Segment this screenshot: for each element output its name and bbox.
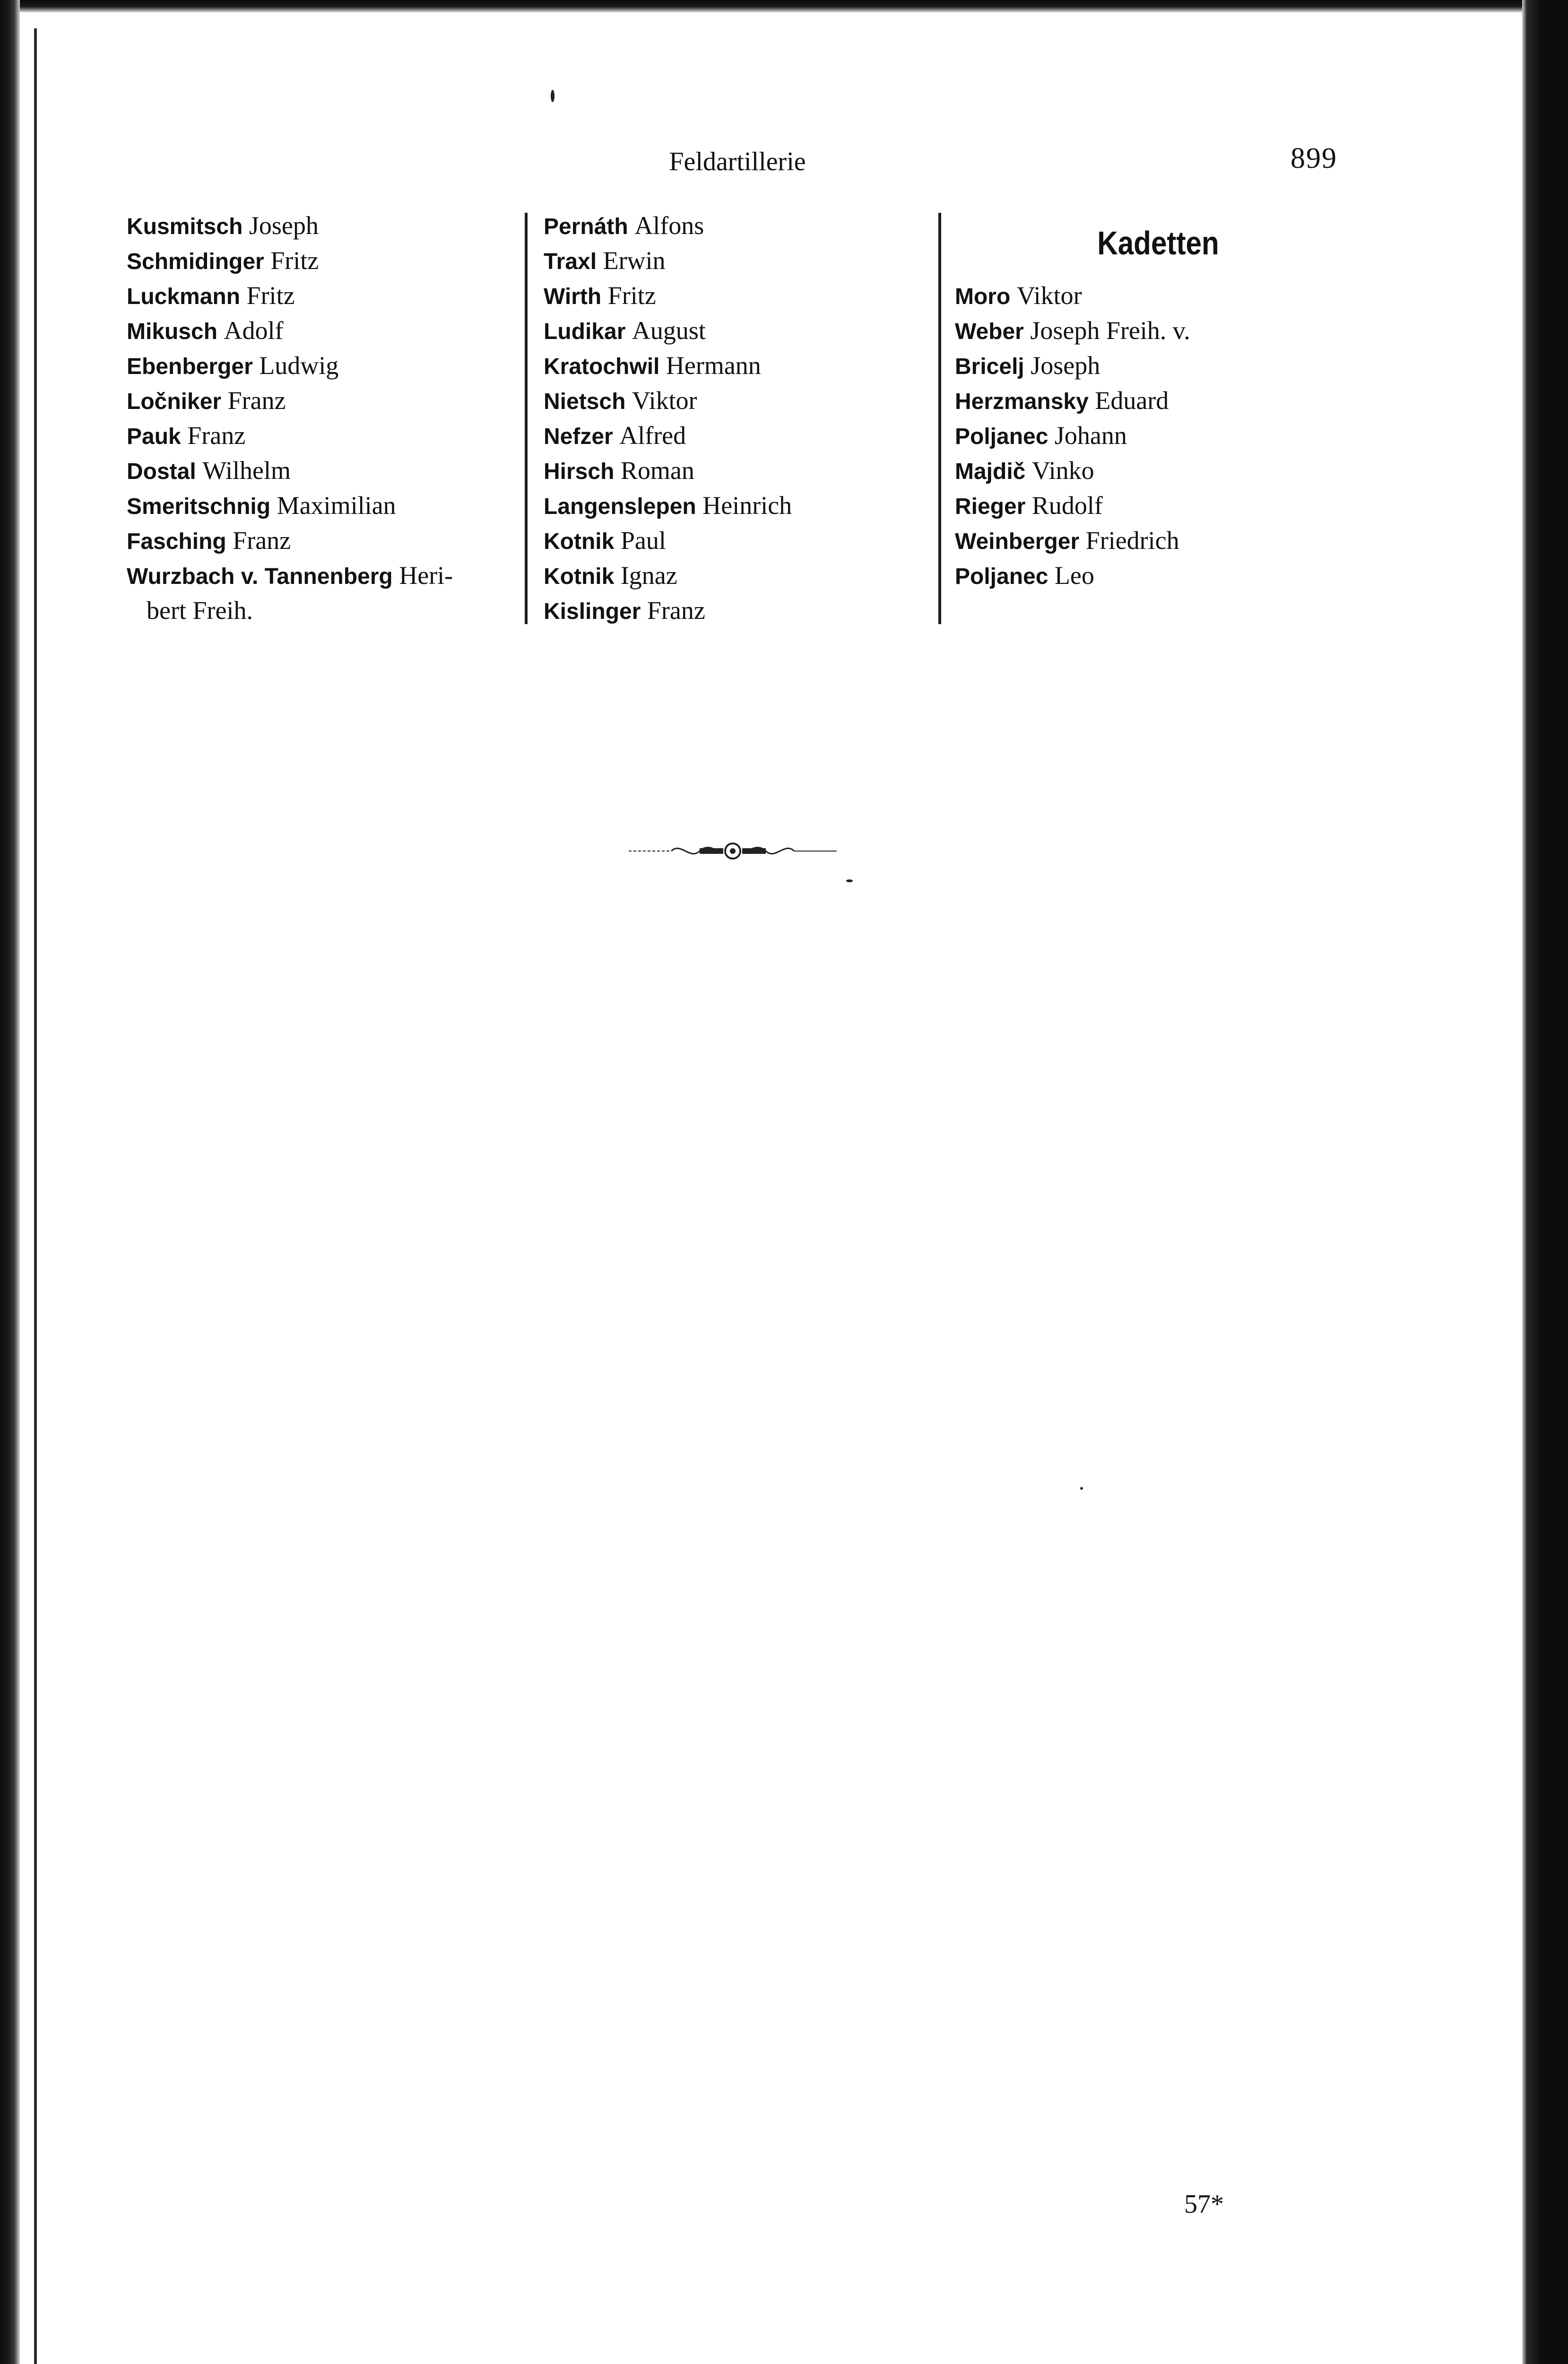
scan-border-left — [0, 0, 20, 2364]
list-entry — [955, 523, 1361, 558]
given-name: Fritz — [246, 281, 295, 310]
given-name: Ludwig — [259, 351, 339, 380]
list-entry — [955, 313, 1361, 348]
given-name: Joseph — [249, 211, 319, 240]
surname: Ludikar — [544, 319, 626, 344]
surname: Mikusch — [127, 319, 218, 344]
scan-border-right — [1522, 0, 1568, 2364]
surname: Langenslepen — [544, 494, 696, 519]
list-entry — [955, 488, 1361, 523]
surname: Smeritschnig — [127, 494, 271, 519]
list-entry — [544, 488, 950, 523]
list-entry — [127, 418, 533, 453]
given-name: Friedrich — [1085, 526, 1179, 555]
surname: Traxl — [544, 249, 597, 274]
list-entry — [127, 383, 533, 418]
surname: Pernáth — [544, 214, 628, 239]
surname: Hirsch — [544, 459, 615, 484]
list-entry — [544, 383, 950, 418]
list-entry — [127, 488, 533, 523]
list-entry — [127, 208, 533, 243]
list-entry — [955, 278, 1361, 313]
list-entry — [127, 348, 533, 383]
list-entry — [544, 278, 950, 313]
surname: Ebenberger — [127, 354, 253, 379]
running-head: Feldartillerie — [669, 147, 806, 176]
surname: Kratochwil — [544, 354, 660, 379]
surname: Majdič — [955, 459, 1026, 484]
list-entry — [955, 418, 1361, 453]
given-name: Franz — [187, 421, 246, 450]
given-name: Ignaz — [620, 561, 677, 590]
scan-speck — [846, 879, 853, 882]
given-name: Vinko — [1031, 456, 1094, 485]
surname: Herzmansky — [955, 389, 1089, 414]
scan-speck — [1080, 1487, 1083, 1490]
list-entry — [544, 523, 950, 558]
entry-continuation: bert Freih. — [147, 596, 253, 625]
surname: Dostal — [127, 459, 196, 484]
given-name: Alfons — [634, 211, 704, 240]
surname: Poljanec — [955, 564, 1048, 589]
surname: Ločniker — [127, 389, 222, 414]
given-name: Viktor — [632, 386, 697, 415]
column-rule — [938, 213, 941, 624]
scan-speck — [551, 90, 554, 102]
name-column-2 — [544, 208, 950, 628]
list-entry — [955, 383, 1361, 418]
given-name: Erwin — [603, 246, 666, 275]
surname: Kusmitsch — [127, 214, 243, 239]
given-name: Joseph Freih. v. — [1030, 316, 1190, 345]
surname: Kotnik — [544, 529, 615, 554]
given-name: Maximilian — [277, 491, 396, 520]
list-entry — [127, 278, 533, 313]
surname: Moro — [955, 284, 1011, 309]
surname: Kislinger — [544, 599, 641, 624]
list-entry — [544, 208, 950, 243]
given-name: Fritz — [270, 246, 319, 275]
list-entry — [127, 453, 533, 488]
signature-mark: 57* — [1184, 2190, 1224, 2219]
list-entry — [544, 558, 950, 593]
name-column-3 — [955, 208, 1361, 593]
given-name: Alfred — [619, 421, 686, 450]
surname: Nefzer — [544, 424, 613, 449]
surname: Nietsch — [544, 389, 626, 414]
given-name: Roman — [620, 456, 694, 485]
given-name: Johann — [1054, 421, 1127, 450]
surname: Schmidinger — [127, 249, 264, 274]
list-entry — [544, 593, 950, 628]
list-entry — [127, 243, 533, 278]
surname: Wurzbach v. Tannenberg — [127, 564, 393, 589]
given-name: Eduard — [1095, 386, 1169, 415]
given-name: Rudolf — [1031, 491, 1103, 520]
surname: Bricelj — [955, 354, 1024, 379]
list-entry — [127, 523, 533, 558]
list-entry — [544, 243, 950, 278]
page-number: 899 — [1291, 142, 1337, 174]
scan-border-top — [0, 0, 1568, 12]
given-name: Paul — [620, 526, 666, 555]
given-name: Hermann — [666, 351, 761, 380]
list-entry — [544, 418, 950, 453]
surname: Kotnik — [544, 564, 615, 589]
given-name: Fritz — [607, 281, 656, 310]
list-entry — [127, 313, 533, 348]
list-entry — [955, 348, 1361, 383]
given-name: Heri- — [399, 561, 453, 590]
given-name: Wilhelm — [202, 456, 291, 485]
given-name: Adolf — [224, 316, 284, 345]
given-name: Franz — [233, 526, 291, 555]
list-entry — [955, 453, 1361, 488]
given-name: Franz — [647, 596, 705, 625]
given-name: Leo — [1054, 561, 1094, 590]
surname: Weinberger — [955, 529, 1080, 554]
surname: Fasching — [127, 529, 226, 554]
list-entry — [544, 453, 950, 488]
given-name: Joseph — [1031, 351, 1100, 380]
given-name: Franz — [227, 386, 286, 415]
given-name: August — [632, 316, 706, 345]
page-edge-line — [34, 28, 37, 2364]
given-name: Heinrich — [702, 491, 792, 520]
list-entry — [127, 558, 533, 593]
list-entry — [955, 558, 1361, 593]
surname: Wirth — [544, 284, 602, 309]
column-rule — [525, 213, 528, 624]
given-name: Viktor — [1016, 281, 1082, 310]
list-entry — [544, 348, 950, 383]
list-entry — [544, 313, 950, 348]
section-heading: Kadetten — [1097, 225, 1219, 261]
surname: Rieger — [955, 494, 1026, 519]
surname: Luckmann — [127, 284, 241, 309]
surname: Pauk — [127, 424, 181, 449]
ornament-divider — [629, 837, 837, 865]
surname: Poljanec — [955, 424, 1048, 449]
surname: Weber — [955, 319, 1024, 344]
name-column-1 — [127, 208, 533, 628]
